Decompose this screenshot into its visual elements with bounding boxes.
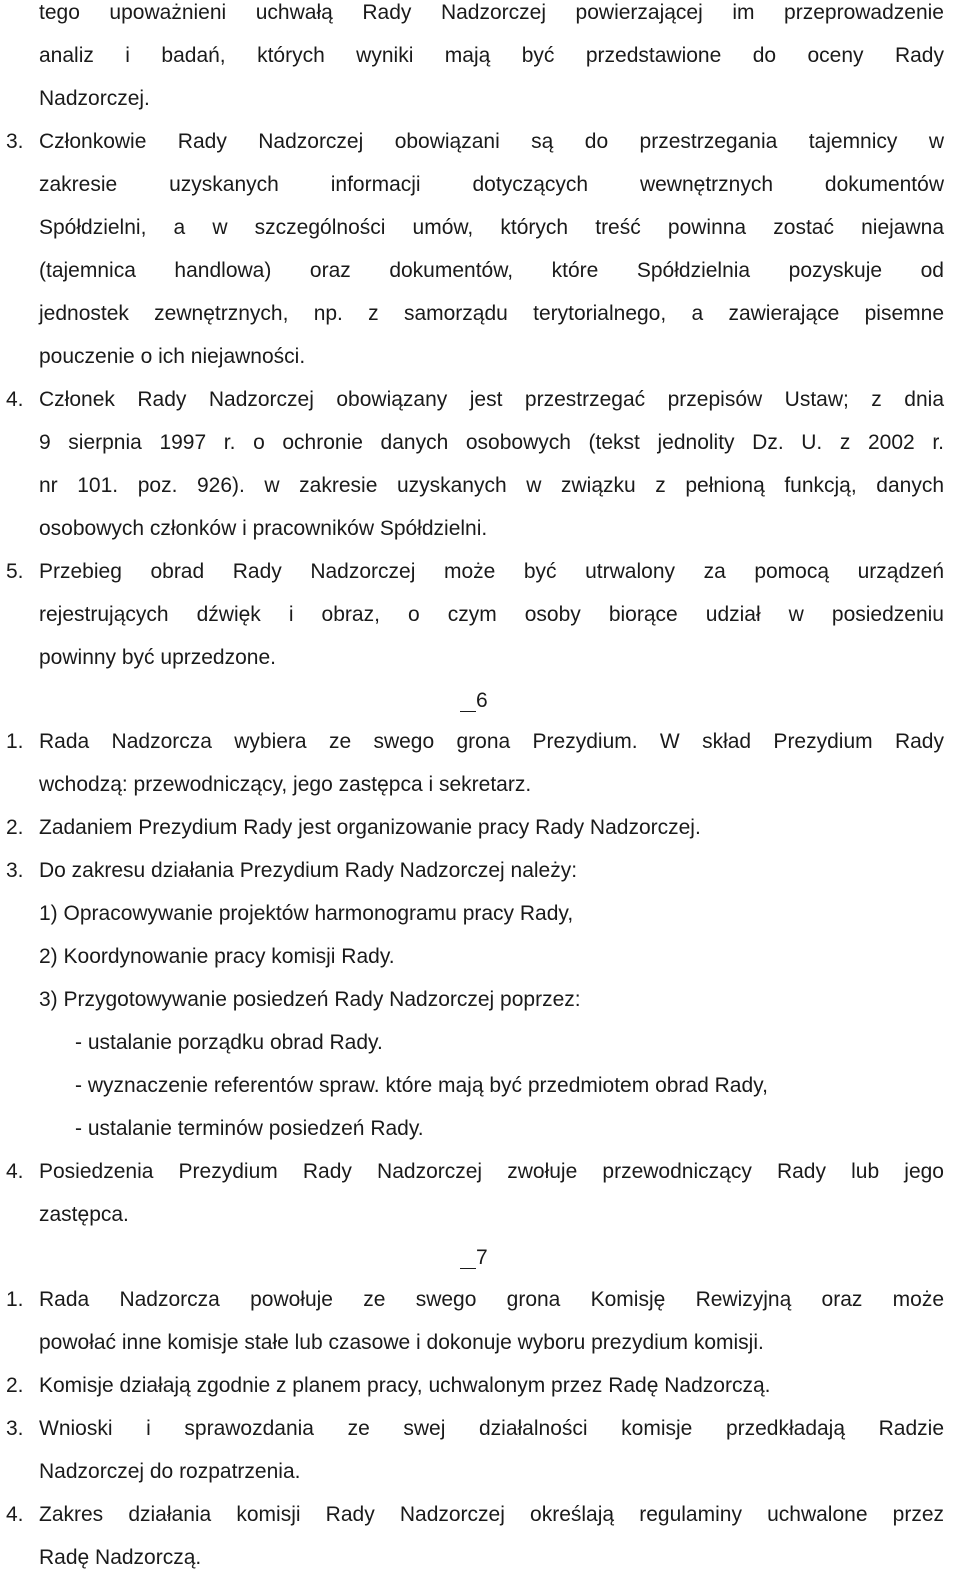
list-number: 4. [6, 1160, 24, 1183]
list-number: 2. [6, 816, 24, 839]
text-line: Radę Nadzorczą. [39, 1546, 202, 1569]
text-line: Wnioski i sprawozdania ze swej działalności komisje przedkładają Radzie [39, 1417, 944, 1440]
text-line: 9 sierpnia 1997 r. o ochronie danych osobowych (tekst jednolity Dz. U. z 2002 r. [39, 431, 944, 454]
dash-item: - ustalanie porządku obrad Rady. [75, 1031, 383, 1054]
section-heading [460, 679, 488, 722]
text-line: wchodzą: przewodniczący, jego zastępca i sekretarz. [39, 773, 532, 796]
text-line: Rada Nadzorcza powołuje ze swego grona Komisję Rewizyjną oraz może [39, 1288, 944, 1311]
text-line: Zadaniem Prezydium Rady jest organizowanie pracy Rady Nadzorczej. [39, 816, 701, 839]
list-number: 3. [6, 859, 24, 882]
text-line: osobowych członków i pracowników Spółdzielni. [39, 517, 488, 540]
text-line: Członkowie Rady Nadzorczej obowiązani są do przestrzegania tajemnicy w [39, 130, 944, 153]
text-line: Nadzorczej do rozpatrzenia. [39, 1460, 301, 1483]
text-line: Zakres działania komisji Rady Nadzorczej określają regulaminy uchwalone przez [39, 1503, 944, 1526]
text-line: Rada Nadzorcza wybiera ze swego grona Prezydium. W skład Prezydium Rady [39, 730, 944, 753]
section-number: 6 [476, 689, 488, 712]
sub-item: 1) Opracowywanie projektów harmonogramu pracy Rady, [39, 902, 574, 925]
list-number: 5. [6, 560, 24, 583]
section-sign [460, 703, 476, 712]
list-number: 1. [6, 1288, 24, 1311]
text-line: Posiedzenia Prezydium Rady Nadzorczej zwołuje przewodniczący Rady lub jego [39, 1160, 944, 1183]
text-line: Przebieg obrad Rady Nadzorczej może być utrwalony za pomocą urządzeń [39, 560, 944, 583]
text-line: Do zakresu działania Prezydium Rady Nadzorczej należy: [39, 859, 578, 882]
text-line: nr 101. poz. 926). w zakresie uzyskanych w związku z pełnioną funkcją, danych [39, 474, 944, 497]
list-number: 3. [6, 130, 24, 153]
text-line: (tajemnica handlowa) oraz dokumentów, które Spółdzielnia pozyskuje od [39, 259, 944, 282]
list-number: 1. [6, 730, 24, 753]
sub-item: 2) Koordynowanie pracy komisji Rady. [39, 945, 395, 968]
text-line: jednostek zewnętrznych, np. z samorządu terytorialnego, a zawierające pisemne [39, 302, 944, 325]
text-line: rejestrujących dźwięk i obraz, o czym osoby biorące udział w posiedzeniu [39, 603, 944, 626]
dash-item: - ustalanie terminów posiedzeń Rady. [75, 1117, 424, 1140]
list-number: 4. [6, 388, 24, 411]
text-line: powołać inne komisje stałe lub czasowe i dokonuje wyboru prezydium komisji. [39, 1331, 764, 1354]
text-line: Spółdzielni, a w szczególności umów, których treść powinna zostać niejawna [39, 216, 944, 239]
sub-item: 3) Przygotowywanie posiedzeń Rady Nadzorczej poprzez: [39, 988, 581, 1011]
text-line: powinny być uprzedzone. [39, 646, 276, 669]
text-line: Członek Rady Nadzorczej obowiązany jest przestrzegać przepisów Ustaw; z dnia [39, 388, 944, 411]
text-line: zastępca. [39, 1203, 129, 1226]
text-line: Komisje działają zgodnie z planem pracy, uchwalonym przez Radę Nadzorczą. [39, 1374, 771, 1397]
text-line: tego upoważnieni uchwałą Rady Nadzorczej powierzającej im przeprowadzenie [39, 1, 944, 24]
section-heading [460, 1236, 488, 1279]
section-number: 7 [476, 1246, 488, 1269]
text-line: analiz i badań, których wyniki mają być przedstawione do oceny Rady [39, 44, 944, 67]
text-line: Nadzorczej. [39, 87, 150, 110]
list-number: 2. [6, 1374, 24, 1397]
list-number: 3. [6, 1417, 24, 1440]
section-sign [460, 1260, 476, 1269]
list-number: 4. [6, 1503, 24, 1526]
text-line: pouczenie o ich niejawności. [39, 345, 306, 368]
dash-item: - wyznaczenie referentów spraw. które mają być przedmiotem obrad Rady, [75, 1074, 768, 1097]
text-line: zakresie uzyskanych informacji dotyczących wewnętrznych dokumentów [39, 173, 944, 196]
